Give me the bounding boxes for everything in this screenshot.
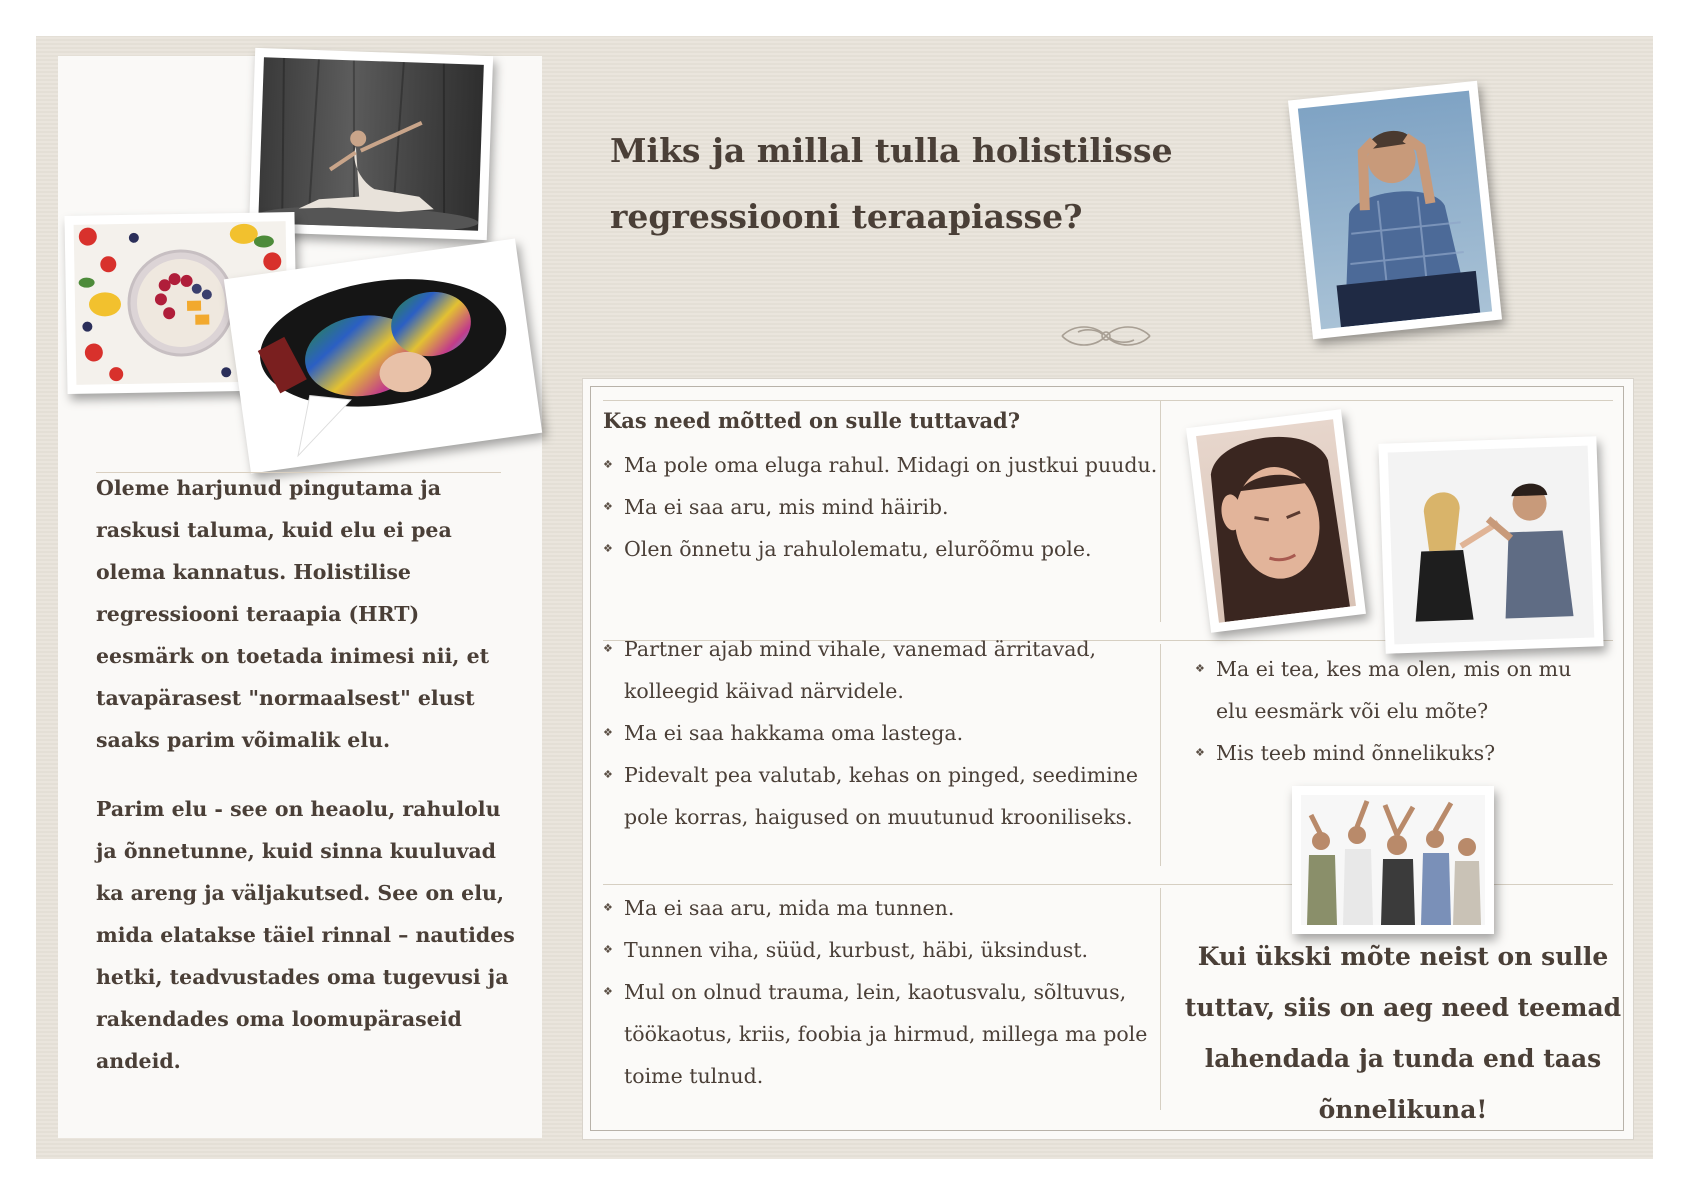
box-column-divider-1 <box>1160 400 1161 622</box>
stressed-man-photo <box>1288 81 1502 340</box>
list-item: ❖ Ma ei saa aru, mis mind häirib. <box>603 486 1158 528</box>
box-rule-top <box>603 400 1613 401</box>
arguing-couple-icon <box>1388 446 1595 645</box>
list-item: ❖ Olen õnnetu ja rahulolematu, elurõõmu pole. <box>603 528 1158 570</box>
dancer-figure-icon <box>258 57 484 231</box>
box-column-divider-2 <box>1160 644 1161 866</box>
flourish-ornament-icon <box>1058 320 1154 350</box>
list-item: ❖ Partner ajab mind vihale, vanemad ärritavad, kolleegid käivad närvidele. <box>603 628 1143 712</box>
question-list-2 <box>603 628 1143 838</box>
headache-woman-photo <box>1186 409 1366 632</box>
question-list-1 <box>603 444 1158 570</box>
arguing-couple-photo <box>1378 436 1603 653</box>
intro-paragraph: Oleme harjunud pingutama ja raskusi taluma, kuid elu ei pea olema kannatus. Holistilise regressiooni teraapia (HRT) eesmärk on toetada inimesi nii, et tavapärasest "normaalsest" elust saaks parim võimalik elu. <box>96 476 490 752</box>
list-item: ❖ Ma ei saa aru, mida ma tunnen. <box>603 887 1153 929</box>
question-list-3 <box>603 887 1153 1097</box>
list-item: ❖ Ma ei saa hakkama oma lastega. <box>603 712 1143 754</box>
list-item: ❖ Mul on olnud trauma, lein, kaotusvalu, sõltuvus, töökaotus, kriis, foobia ja hirmud, millega ma pole toime tulnud. <box>603 971 1153 1097</box>
speech-bubble-hands-icon <box>234 249 532 464</box>
box-column-divider-3 <box>1160 888 1161 1110</box>
happy-group-photo <box>1292 786 1494 934</box>
list-item: ❖ Ma pole oma eluga rahul. Midagi on justkui puudu. <box>603 444 1158 486</box>
list-item: ❖ Tunnen viha, süüd, kurbust, häbi, üksindust. <box>603 929 1153 971</box>
page-title <box>610 118 1250 250</box>
question-list-4 <box>1195 648 1575 774</box>
best-life-paragraph: Parim elu - see on heaolu, rahulolu ja õnnetunne, kuid sinna kuuluvad ka areng ja väljakutsed. See on elu, mida elatakse täiel rinnal – nautides hetki, teadvustades oma tugevusi ja rakendades oma loomupäraseid andeid. <box>96 797 515 1073</box>
stressed-man-icon <box>1298 91 1492 330</box>
title-line-2: regressiooni teraapiasse? <box>610 197 1083 236</box>
painted-hands-photo <box>224 238 542 473</box>
list-item: ❖ Mis teeb mind õnnelikuks? <box>1195 732 1575 774</box>
closing-message: Kui ükski mõte neist on sulle tuttav, siis on aeg need teemad lahendada ja tunda end taas õnnelikuna! <box>1184 942 1622 1124</box>
headache-woman-icon <box>1196 419 1356 622</box>
questions-heading: Kas need mõtted on sulle tuttavad? <box>603 408 1021 433</box>
happy-group-icon <box>1301 795 1485 925</box>
list-item: ❖ Ma ei tea, kes ma olen, mis on mu elu eesmärk või elu mõte? <box>1195 648 1575 732</box>
title-line-1: Miks ja millal tulla holistilisse <box>610 131 1173 170</box>
list-item: ❖ Pidevalt pea valutab, kehas on pinged, seedimine pole korras, haigused on muutunud krooniliseks. <box>603 754 1143 838</box>
